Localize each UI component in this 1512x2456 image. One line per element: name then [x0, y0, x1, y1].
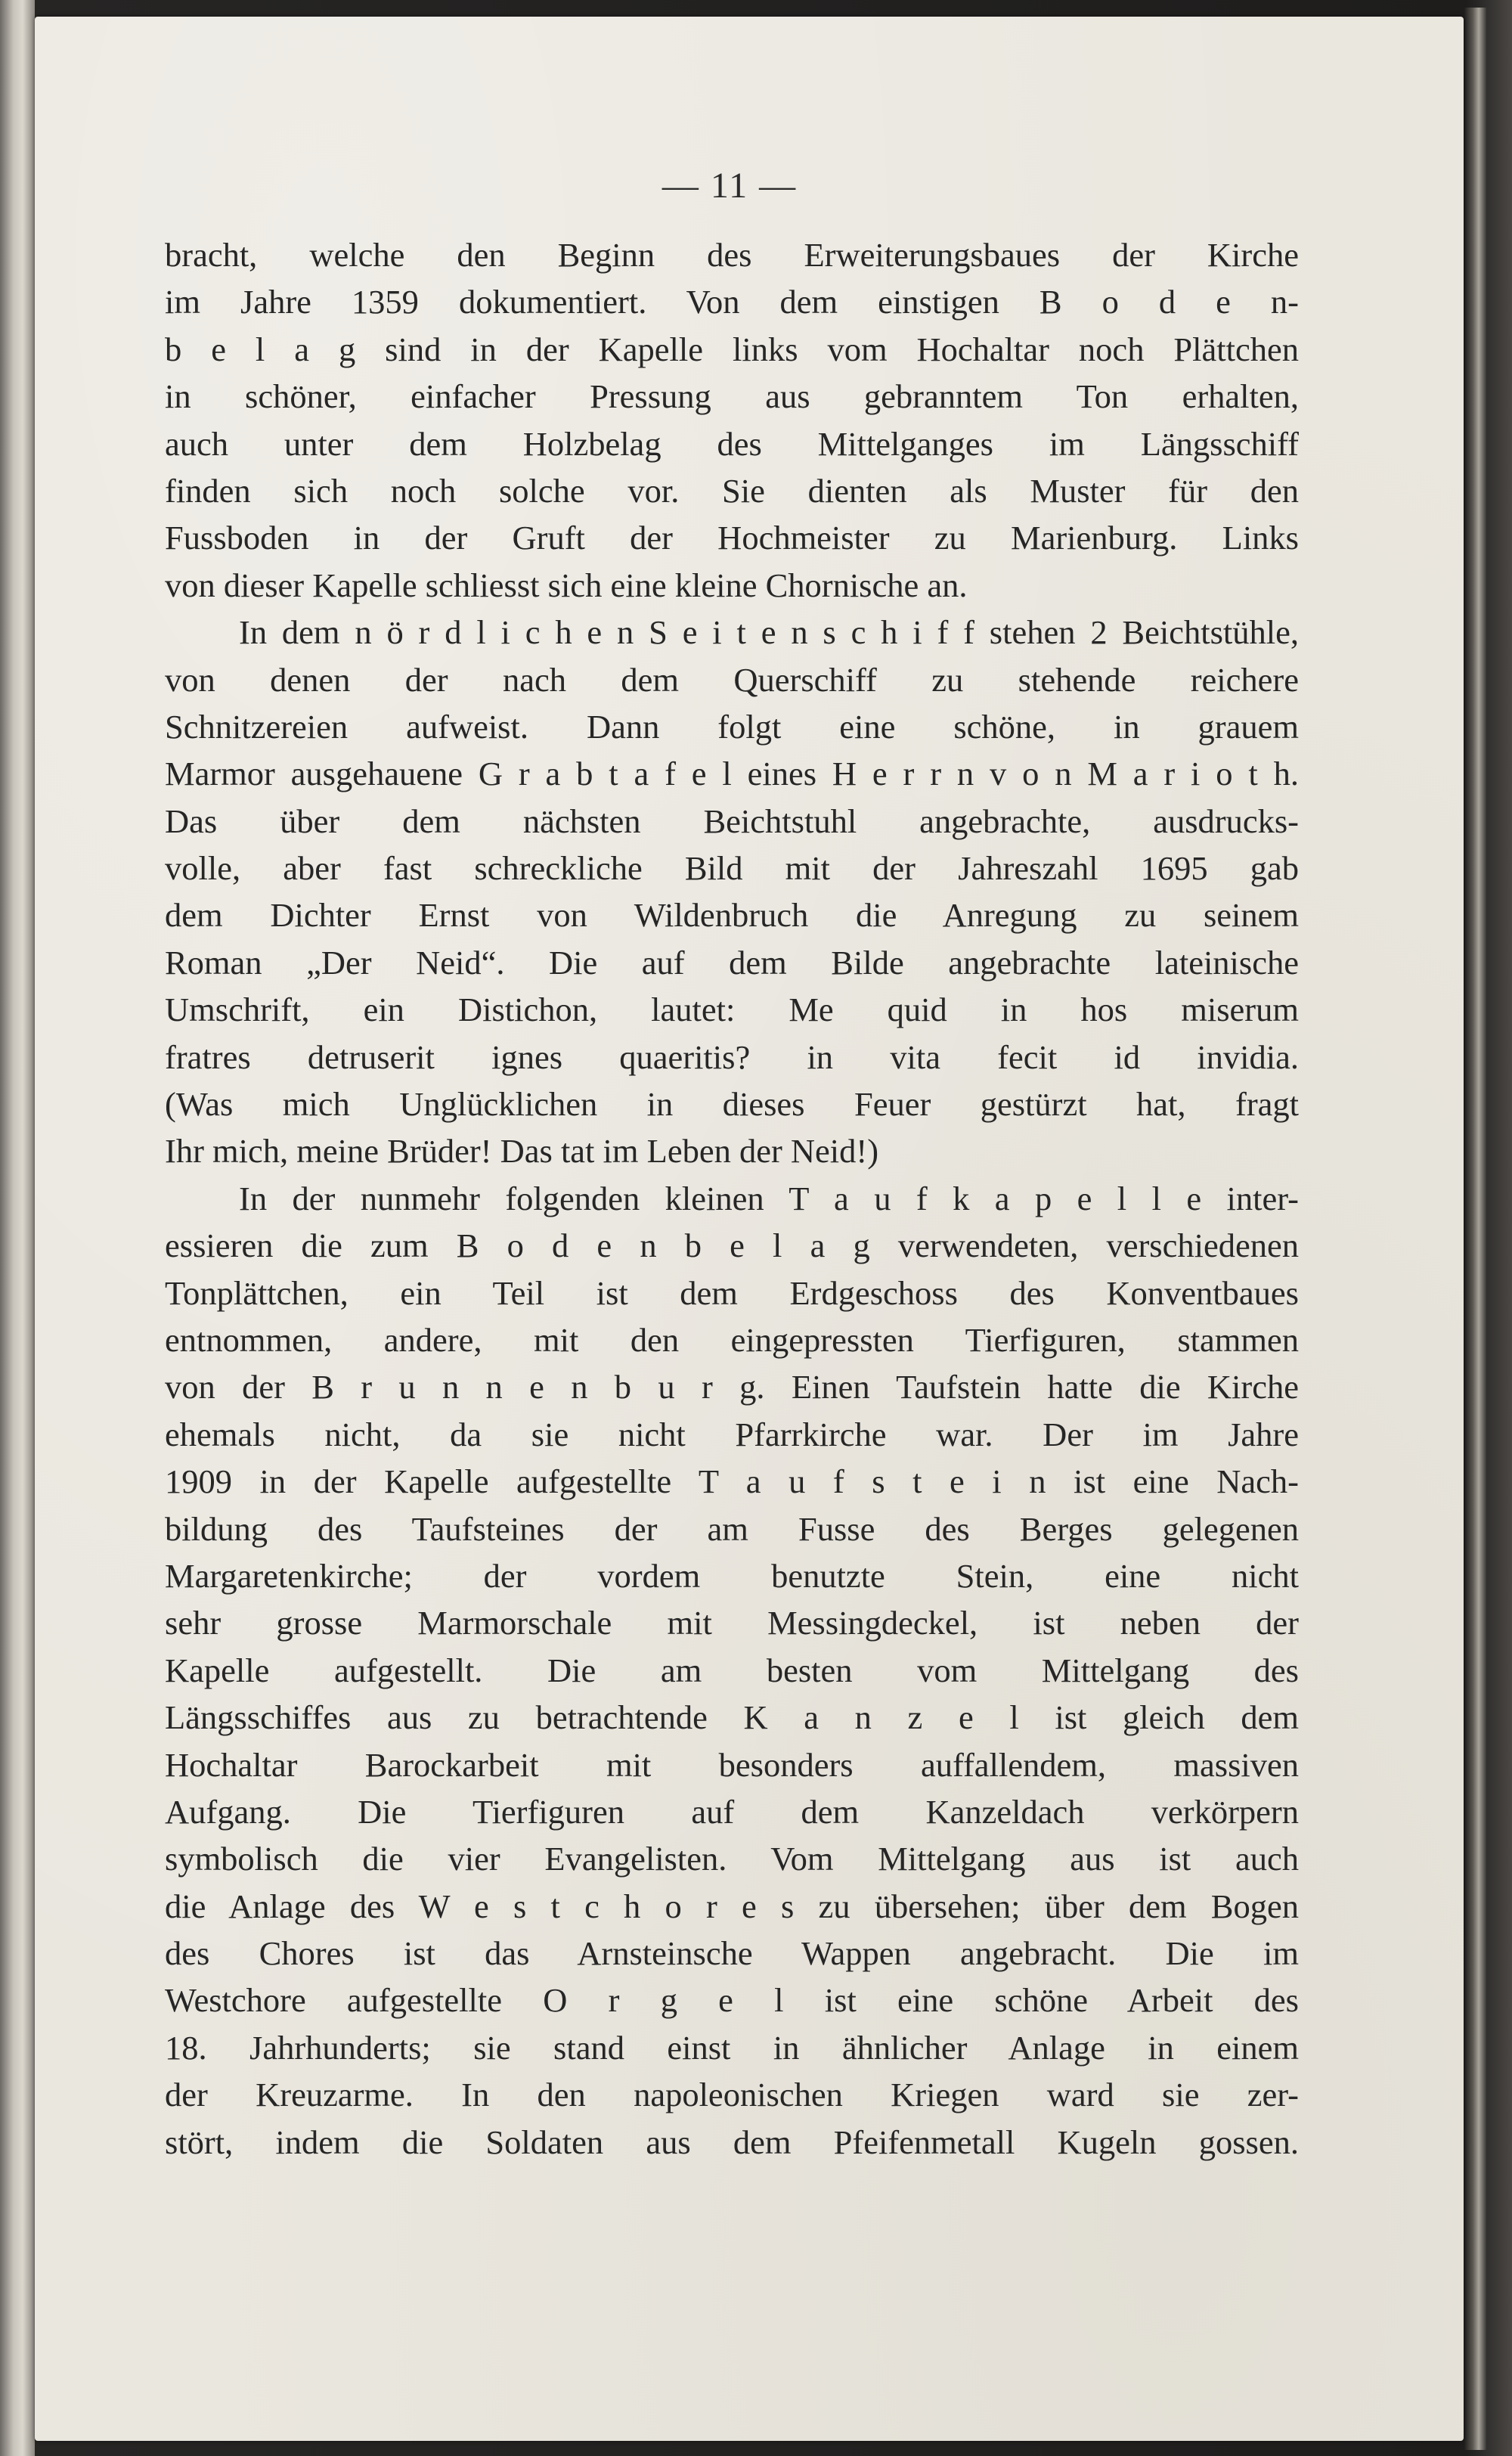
text-line: essieren die zum B o d e n b e l a g verwendeten, verschiedenen [165, 1226, 1299, 1265]
text-line: Aufgang. Die Tierfiguren auf dem Kanzeldach verkörpern [165, 1792, 1299, 1831]
text-line: symbolisch die vier Evangelisten. Vom Mittelgang aus ist auch [165, 1840, 1299, 1878]
page-number: — 11 — [662, 166, 798, 206]
text-line: entnommen, andere, mit den eingepressten Tierfiguren, stammen [165, 1320, 1299, 1359]
text-line: 18. Jahrhunderts; sie stand einst in ähnlicher Anlage in einem [165, 2028, 1299, 2067]
text-line: Längsschiffes aus zu betrachtende K a n z e l ist gleich dem [165, 1698, 1299, 1737]
text-line: Hochaltar Barockarbeit mit besonders auffallendem, massiven [165, 1745, 1299, 1784]
text-line: b e l a g sind in der Kapelle links vom Hochaltar noch Plättchen [165, 330, 1299, 368]
text-line: stört, indem die Soldaten aus dem Pfeifenmetall Kugeln gossen. [165, 2123, 1299, 2161]
text-line: in schöner, einfacher Pressung aus gebranntem Ton erhalten, [165, 377, 1299, 416]
text-line: von denen der nach dem Querschiff zu stehende reichere [165, 660, 1299, 699]
text-line: volle, aber fast schreckliche Bild mit der Jahreszahl 1695 gab [165, 849, 1299, 888]
text-line: finden sich noch solche vor. Sie dienten als Muster für den [165, 471, 1299, 510]
text-line: Fussboden in der Gruft der Hochmeister zu Marienburg. Links [165, 519, 1299, 557]
text-line: ehemals nicht, da sie nicht Pfarrkirche war. Der im Jahre [165, 1415, 1299, 1453]
text-line: In der nunmehr folgenden kleinen T a u f k a p e l l e inter- [239, 1179, 1299, 1217]
previous-page-edge [0, 0, 35, 2456]
text-line: fratres detruserit ignes quaeritis? in vita fecit id invidia. [165, 1037, 1299, 1076]
text-line: dem Dichter Ernst von Wildenbruch die Anregung zu seinem [165, 896, 1299, 935]
text-line: In dem n ö r d l i c h e n S e i t e n s c h i f f stehen 2 Beichtstühle, [239, 613, 1299, 652]
text-line: Schnitzereien aufweist. Dann folgt eine schöne, in grauem [165, 707, 1299, 746]
text-line: auch unter dem Holzbelag des Mittelganges im Längsschiff [165, 424, 1299, 463]
text-line: Tonplättchen, ein Teil ist dem Erdgeschoss des Konventbaues [165, 1273, 1299, 1312]
text-line: die Anlage des W e s t c h o r e s zu übersehen; über dem Bogen [165, 1887, 1299, 1925]
text-line: Marmor ausgehauene G r a b t a f e l eines H e r r n v o n M a r i o t h. [165, 755, 1299, 793]
text-line: (Was mich Unglücklichen in dieses Feuer gestürzt hat, fragt [165, 1085, 1299, 1124]
text-line: im Jahre 1359 dokumentiert. Von dem einstigen B o d e n- [165, 283, 1299, 321]
text-line: bracht, welche den Beginn des Erweiterungsbaues der Kirche [165, 236, 1299, 274]
text-line: der Kreuzarme. In den napoleonischen Kriegen ward sie zer- [165, 2076, 1299, 2114]
text-line: von der B r u n n e n b u r g. Einen Taufstein hatte die Kirche [165, 1368, 1299, 1406]
text-line: Umschrift, ein Distichon, lautet: Me quid in hos miserum [165, 991, 1299, 1029]
text-line: bildung des Taufsteines der am Fusse des Berges gelegenen [165, 1509, 1299, 1548]
text-line: Ihr mich, meine Brüder! Das tat im Leben der Neid!) [165, 1132, 879, 1171]
text-line: des Chores ist das Arnsteinsche Wappen angebracht. Die im [165, 1934, 1299, 1973]
book-spine-edge [1464, 8, 1486, 2450]
text-line: Roman „Der Neid“. Die auf dem Bilde angebrachte lateinische [165, 943, 1299, 981]
text-line: Westchore aufgestellte O r g e l ist eine schöne Arbeit des [165, 1981, 1299, 2020]
text-line: von dieser Kapelle schliesst sich eine kleine Chornische an. [165, 566, 968, 604]
text-line: sehr grosse Marmorschale mit Messingdeckel, ist neben der [165, 1604, 1299, 1642]
text-line: 1909 in der Kapelle aufgestellte T a u f s t e i n ist eine Nach- [165, 1462, 1299, 1501]
page-text-body [165, 231, 1299, 2166]
text-line: Das über dem nächsten Beichtstuhl angebrachte, ausdrucks- [165, 802, 1299, 840]
text-line: Margaretenkirche; der vordem benutzte Stein, eine nicht [165, 1556, 1299, 1595]
text-line: Kapelle aufgestellt. Die am besten vom Mittelgang des [165, 1651, 1299, 1689]
